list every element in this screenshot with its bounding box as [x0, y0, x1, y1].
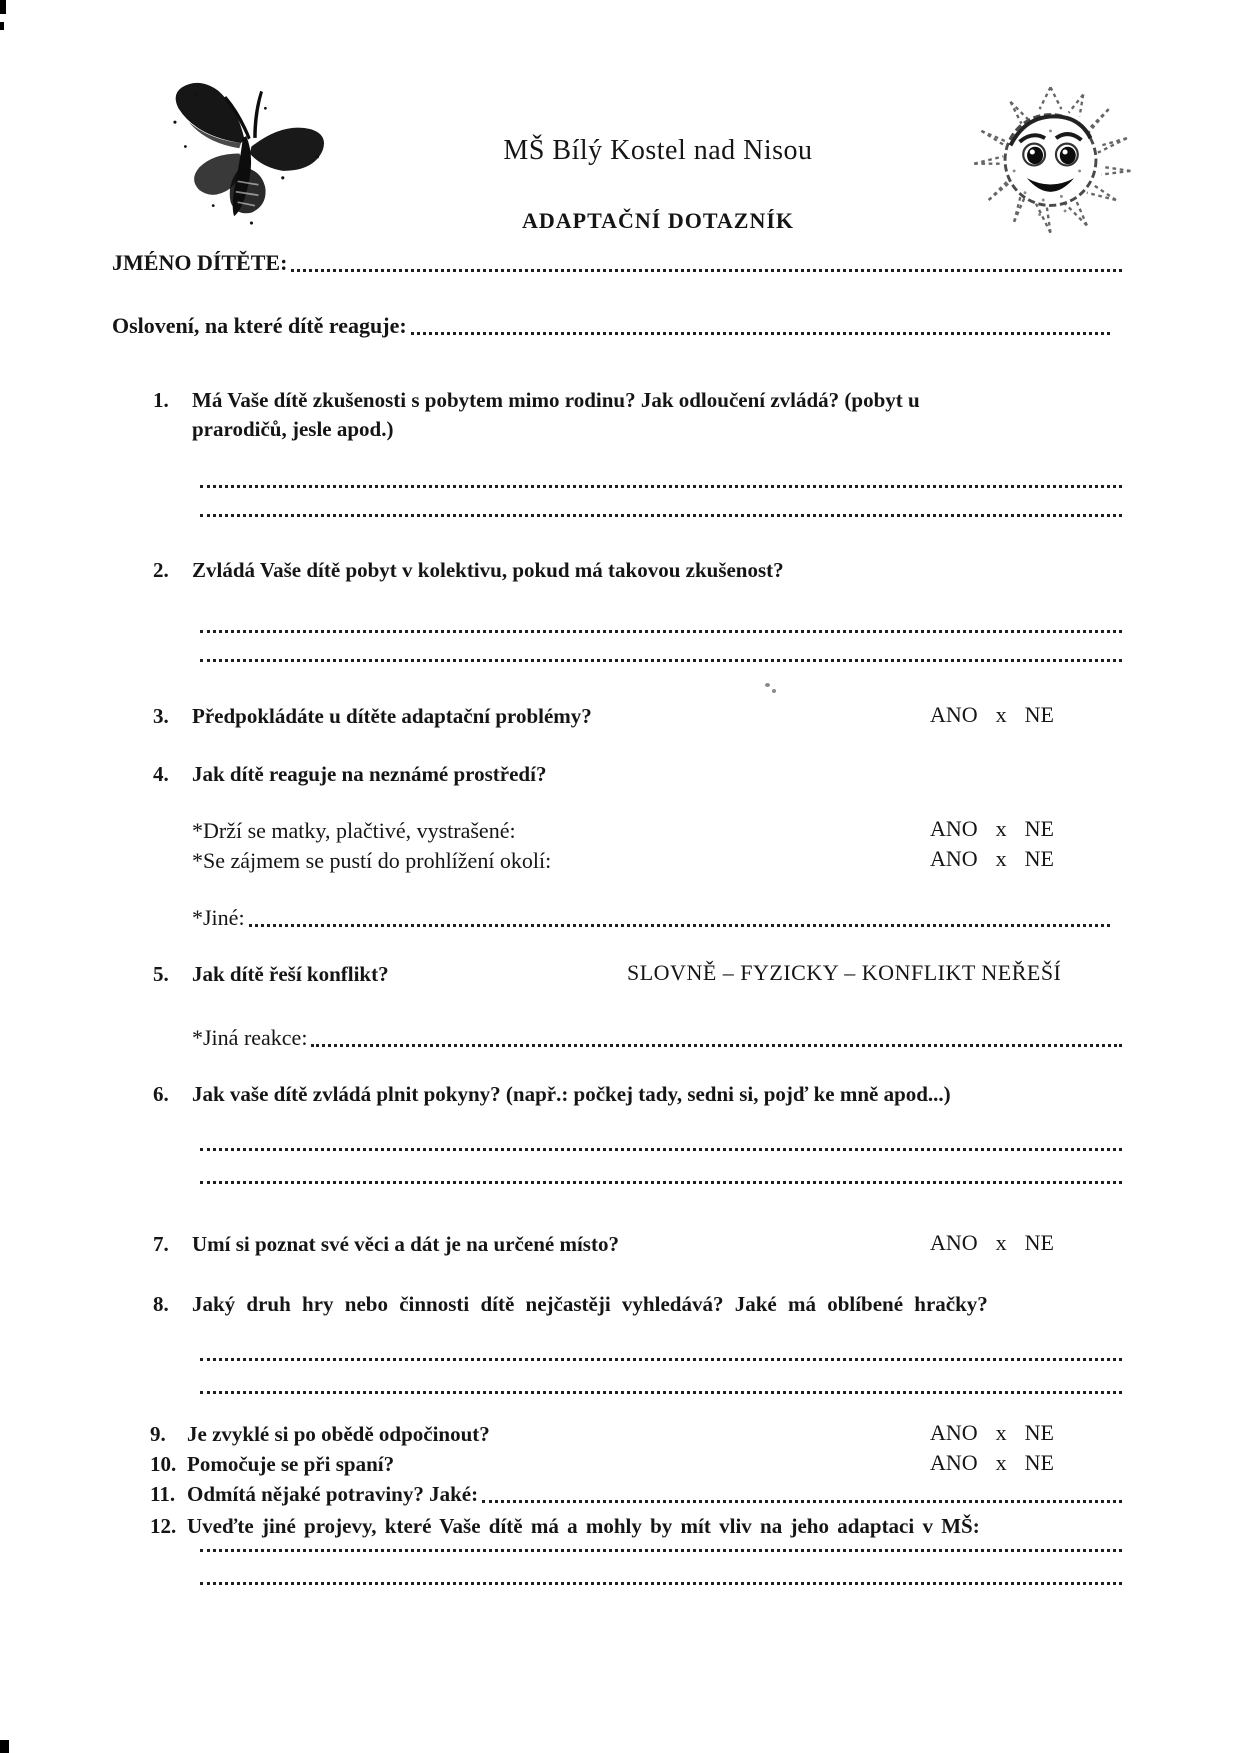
question-9-text: Je zvyklé si po obědě odpočinout? — [187, 1422, 490, 1446]
question-4-subitem-1-yes-no — [930, 816, 1054, 842]
answer-x-mark: x — [995, 1230, 1007, 1255]
answer-yes-label: ANO — [930, 846, 978, 871]
question-11-blank-line — [482, 1500, 1122, 1503]
question-5-text: Jak dítě řeší konflikt? — [192, 962, 389, 986]
question-6-text: Jak vaše dítě zvládá plnit pokyny? (např.: počkej tady, sedni si, pojď ke mně apod...) — [192, 1082, 951, 1106]
question-6-answer-line-1 — [200, 1148, 1122, 1151]
salutation-field — [112, 313, 1110, 339]
child-name-blank-line — [291, 269, 1122, 272]
question-5-options: SLOVNĚ – FYZICKY – KONFLIKT NEŘEŠÍ — [627, 960, 1062, 985]
question-4-subitem-2-yes-no — [930, 846, 1054, 872]
answer-x-mark: x — [995, 816, 1007, 841]
question-2 — [153, 556, 784, 585]
question-5-number: 5. — [153, 962, 169, 986]
sun-smiley-icon — [958, 80, 1143, 240]
question-7-yes-no — [930, 1230, 1054, 1256]
question-8 — [153, 1290, 988, 1319]
question-9-number: 9. — [150, 1422, 166, 1446]
question-1-answer-line-1 — [200, 485, 1122, 488]
scan-artifact-top-left — [0, 0, 6, 14]
answer-yes-label: ANO — [930, 1230, 978, 1255]
question-2-answer-line-1 — [200, 630, 1122, 633]
question-4-other-label: *Jiné: — [192, 905, 245, 930]
question-10 — [150, 1450, 394, 1479]
answer-no-label: NE — [1024, 1450, 1054, 1475]
child-name-field — [112, 250, 1122, 276]
question-8-text: Jaký druh hry nebo činnosti dítě nejčastěji vyhledává? Jaké má oblíbené hračky? — [192, 1292, 988, 1316]
question-12-answer-line-2 — [200, 1582, 1122, 1585]
question-4-other-blank-line — [249, 924, 1110, 927]
scan-artifact-top-left-2 — [0, 22, 4, 30]
answer-x-mark: x — [995, 1450, 1007, 1475]
question-2-number: 2. — [153, 558, 169, 582]
question-6-number: 6. — [153, 1082, 169, 1106]
question-3 — [153, 702, 592, 731]
answer-yes-label: ANO — [930, 702, 978, 727]
question-5-other-blank-line — [311, 1044, 1122, 1047]
question-2-text: Zvládá Vaše dítě pobyt v kolektivu, pokud má takovou zkušenost? — [192, 558, 784, 582]
question-7-number: 7. — [153, 1232, 169, 1256]
answer-yes-label: ANO — [930, 816, 978, 841]
question-12-number: 12. — [150, 1514, 177, 1538]
answer-no-label: NE — [1024, 1230, 1054, 1255]
scan-speckle — [765, 683, 770, 687]
question-3-yes-no — [930, 702, 1054, 728]
answer-no-label: NE — [1024, 702, 1054, 727]
answer-x-mark: x — [995, 1420, 1007, 1445]
question-4-subitem-1: *Drží se matky, plačtivé, vystrašené: — [192, 818, 516, 843]
question-5-other-label: *Jiná reakce: — [192, 1025, 308, 1050]
question-7-text: Umí si poznat své věci a dát je na určené místo? — [192, 1232, 619, 1256]
salutation-blank-line — [411, 332, 1110, 335]
school-name: MŠ Bílý Kostel nad Nisou — [503, 135, 813, 166]
question-4-number: 4. — [153, 762, 169, 786]
question-10-text: Pomočuje se při spaní? — [187, 1452, 395, 1476]
question-5 — [153, 960, 389, 989]
question-4-other-field — [192, 905, 1110, 931]
question-9 — [150, 1420, 490, 1449]
question-8-answer-line-1 — [200, 1358, 1122, 1361]
question-6 — [153, 1080, 951, 1109]
question-12-answer-line-1 — [200, 1549, 1122, 1552]
answer-no-label: NE — [1024, 816, 1054, 841]
question-1-number: 1. — [153, 388, 169, 412]
question-2-answer-line-2 — [200, 659, 1122, 662]
answer-x-mark: x — [995, 702, 1007, 727]
question-11-number: 11. — [150, 1482, 176, 1506]
question-10-yes-no — [930, 1450, 1054, 1476]
answer-yes-label: ANO — [930, 1420, 978, 1445]
question-12 — [150, 1512, 980, 1541]
child-name-label: JMÉNO DÍTĚTE: — [112, 250, 288, 275]
butterfly-icon — [158, 70, 338, 230]
question-1 — [153, 386, 1122, 444]
scan-artifact-bottom-left — [0, 1740, 9, 1753]
question-4-subitem-2: *Se zájmem se pustí do prohlížení okolí: — [192, 848, 552, 873]
question-6-answer-line-2 — [200, 1181, 1122, 1184]
answer-no-label: NE — [1024, 1420, 1054, 1445]
question-3-number: 3. — [153, 704, 169, 728]
question-7 — [153, 1230, 619, 1259]
question-4 — [153, 760, 546, 789]
answer-yes-label: ANO — [930, 1450, 978, 1475]
question-12-text: Uveďte jiné projevy, které Vaše dítě má a mohly by mít vliv na jeho adaptaci v MŠ: — [187, 1514, 980, 1538]
question-1-text-line-2: prarodičů, jesle apod.) — [192, 417, 394, 441]
answer-x-mark: x — [995, 846, 1007, 871]
salutation-label: Oslovení, na které dítě reaguje: — [112, 313, 407, 338]
question-3-text: Předpokládáte u dítěte adaptační problémy? — [192, 704, 592, 728]
question-8-number: 8. — [153, 1292, 169, 1316]
question-1-answer-line-2 — [200, 514, 1122, 517]
question-8-answer-line-2 — [200, 1391, 1122, 1394]
question-5-other-field — [192, 1025, 1122, 1051]
scan-speckle-2 — [772, 689, 776, 693]
answer-no-label: NE — [1024, 846, 1054, 871]
question-4-text: Jak dítě reaguje na neznámé prostředí? — [192, 762, 547, 786]
question-9-yes-no — [930, 1420, 1054, 1446]
question-11 — [150, 1481, 1122, 1507]
form-title: ADAPTAČNÍ DOTAZNÍK — [521, 208, 795, 233]
question-11-text: Odmítá nějaké potraviny? Jaké: — [187, 1482, 479, 1506]
question-10-number: 10. — [150, 1452, 177, 1476]
question-1-text-line-1: Má Vaše dítě zkušenosti s pobytem mimo rodinu? Jak odloučení zvládá? (pobyt u — [192, 388, 920, 412]
